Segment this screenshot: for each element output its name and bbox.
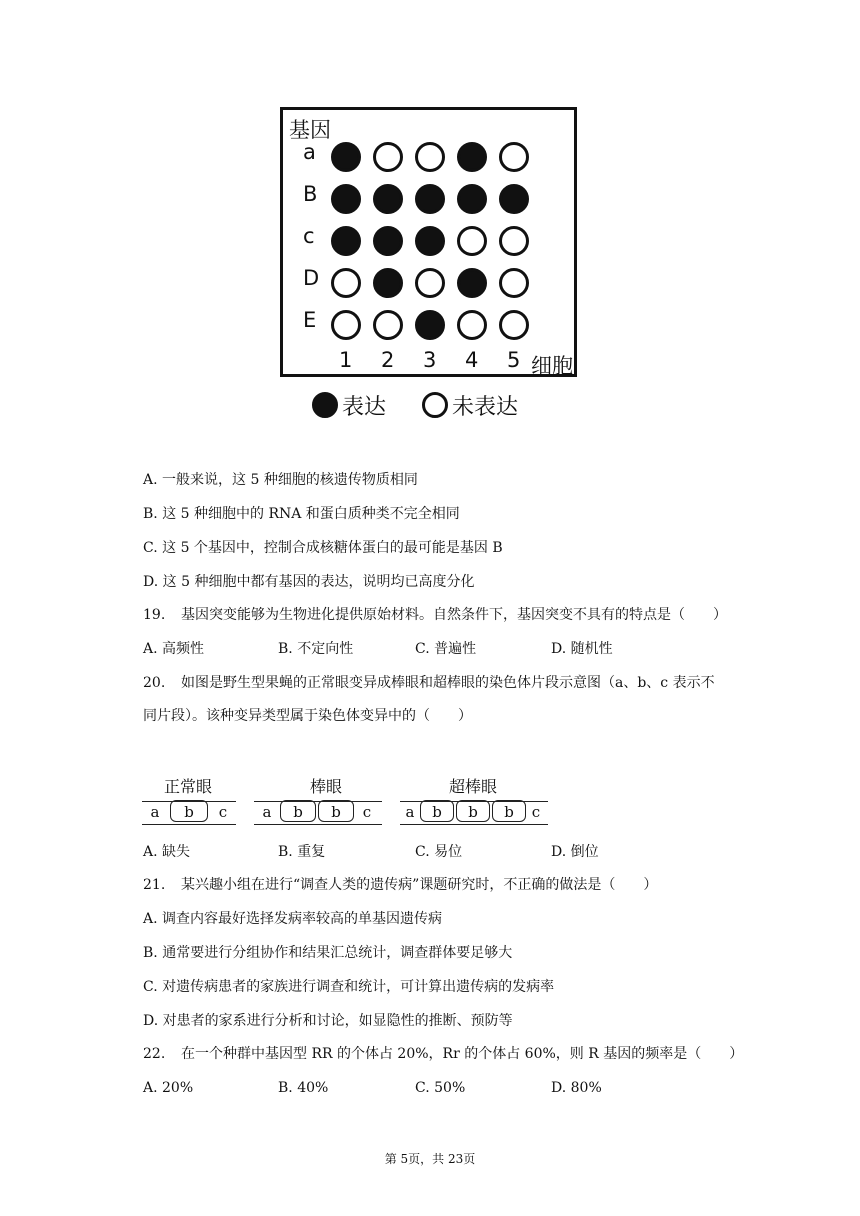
segment-b: b — [420, 800, 454, 822]
cell-number-label: 2 — [381, 348, 395, 372]
segment-c: c — [362, 803, 372, 821]
not-expressed-dot — [373, 142, 403, 172]
q19-option-a: A. 高频性 — [143, 641, 205, 657]
figure-cell-label: 细胞 — [531, 354, 573, 378]
segment-b: b — [456, 800, 490, 822]
cell-number-label: 4 — [465, 348, 479, 372]
cell-number-label: 3 — [423, 348, 437, 372]
cell-number-label: 5 — [507, 348, 521, 372]
segment-b: b — [280, 800, 316, 822]
q22-option-a: A. 20% — [143, 1080, 194, 1096]
ultrabar-eye-chromosome — [400, 801, 548, 825]
q21-option-b: B. 通常要进行分组协作和结果汇总统计，调查群体要足够大 — [143, 945, 513, 961]
gene-label: a — [303, 140, 316, 164]
not-expressed-dot — [373, 310, 403, 340]
expressed-dot — [331, 184, 361, 214]
q20-option-d: D. 倒位 — [551, 844, 599, 860]
expressed-dot — [415, 310, 445, 340]
expressed-dot — [373, 268, 403, 298]
segment-c: c — [218, 803, 228, 821]
gene-label: D — [303, 266, 320, 290]
not-expressed-dot — [499, 268, 529, 298]
not-expressed-dot — [415, 268, 445, 298]
segment-a: a — [405, 803, 415, 821]
q21-option-c: C. 对遗传病患者的家族进行调查和统计，可计算出遗传病的发病率 — [143, 979, 555, 995]
not-expressed-dot — [331, 268, 361, 298]
segment-b: b — [170, 800, 208, 822]
q19-option-c: C. 普遍性 — [415, 641, 477, 657]
q22-stem: 22. 在一个种群中基因型 RR 的个体占 20%，Rr 的个体占 60%，则 R 基因的频率是（ ） — [143, 1046, 744, 1062]
not-expressed-dot-icon — [422, 392, 448, 418]
gene-label: c — [303, 224, 315, 248]
q20-option-c: C. 易位 — [415, 844, 463, 860]
expressed-dot — [457, 142, 487, 172]
expressed-dot — [457, 184, 487, 214]
q20-option-b: B. 重复 — [278, 844, 326, 860]
bar-eye-chromosome — [254, 801, 382, 825]
q22-option-b: B. 40% — [278, 1080, 329, 1096]
expressed-dot — [373, 226, 403, 256]
q18-option-c: C. 这 5 个基因中，控制合成核糖体蛋白的最可能是基因 B — [143, 540, 503, 556]
expressed-dot — [373, 184, 403, 214]
q18-option-b: B. 这 5 种细胞中的 RNA 和蛋白质种类不完全相同 — [143, 506, 460, 522]
not-expressed-dot — [499, 226, 529, 256]
q22-option-d: D. 80% — [551, 1080, 602, 1096]
not-expressed-dot — [331, 310, 361, 340]
normal-eye-title: 正常眼 — [164, 777, 213, 796]
gene-label: E — [303, 308, 317, 332]
not-expressed-dot — [499, 142, 529, 172]
q21-stem: 21. 某兴趣小组在进行“调查人类的遗传病”课题研究时，不正确的做法是（ ） — [143, 877, 658, 893]
expressed-dot — [415, 184, 445, 214]
q19-option-d: D. 随机性 — [551, 641, 613, 657]
legend-expressed-label: 表达 — [342, 395, 387, 420]
expressed-dot — [415, 226, 445, 256]
q20-option-a: A. 缺失 — [143, 844, 191, 860]
segment-a: a — [262, 803, 272, 821]
segment-a: a — [150, 803, 160, 821]
page-footer: 第 5页，共 23页 — [384, 1152, 476, 1166]
segment-b: b — [318, 800, 354, 822]
expressed-dot-icon — [312, 392, 338, 418]
not-expressed-dot — [457, 310, 487, 340]
figure-header-gene: 基因 — [289, 118, 331, 142]
legend-not-expressed-label: 未表达 — [452, 395, 519, 420]
bar-eye-title: 棒眼 — [310, 777, 343, 796]
expressed-dot — [331, 142, 361, 172]
gene-label: B — [303, 182, 318, 206]
normal-eye-chromosome — [142, 801, 236, 825]
expressed-dot — [331, 226, 361, 256]
q18-option-d: D. 这 5 种细胞中都有基因的表达，说明均已高度分化 — [143, 574, 475, 590]
segment-b: b — [492, 800, 526, 822]
q20-stem-line2: 同片段）。该种变异类型属于染色体变异中的（ ） — [143, 708, 472, 724]
not-expressed-dot — [457, 226, 487, 256]
expressed-dot — [457, 268, 487, 298]
chromosome-figure — [140, 770, 560, 830]
q18-option-a: A. 一般来说，这 5 种细胞的核遗传物质相同 — [143, 472, 418, 488]
q20-stem-line1: 20. 如图是野生型果蝇的正常眼变异成棒眼和超棒眼的染色体片段示意图（a、b、c 表示不 — [143, 675, 715, 691]
segment-c: c — [531, 803, 541, 821]
not-expressed-dot — [499, 310, 529, 340]
not-expressed-dot — [415, 142, 445, 172]
q21-option-d: D. 对患者的家系进行分析和讨论，如显隐性的推断、预防等 — [143, 1013, 513, 1029]
q19-stem: 19. 基因突变能够为生物进化提供原始材料。自然条件下，基因突变不具有的特点是（ ） — [143, 607, 727, 623]
cell-number-label: 1 — [339, 348, 353, 372]
q21-option-a: A. 调查内容最好选择发病率较高的单基因遗传病 — [143, 911, 443, 927]
q19-option-b: B. 不定向性 — [278, 641, 354, 657]
q22-option-c: C. 50% — [415, 1080, 466, 1096]
figure-legend — [312, 388, 562, 422]
gene-expression-figure — [280, 107, 577, 377]
ultrabar-eye-title: 超棒眼 — [449, 777, 498, 796]
expressed-dot — [499, 184, 529, 214]
